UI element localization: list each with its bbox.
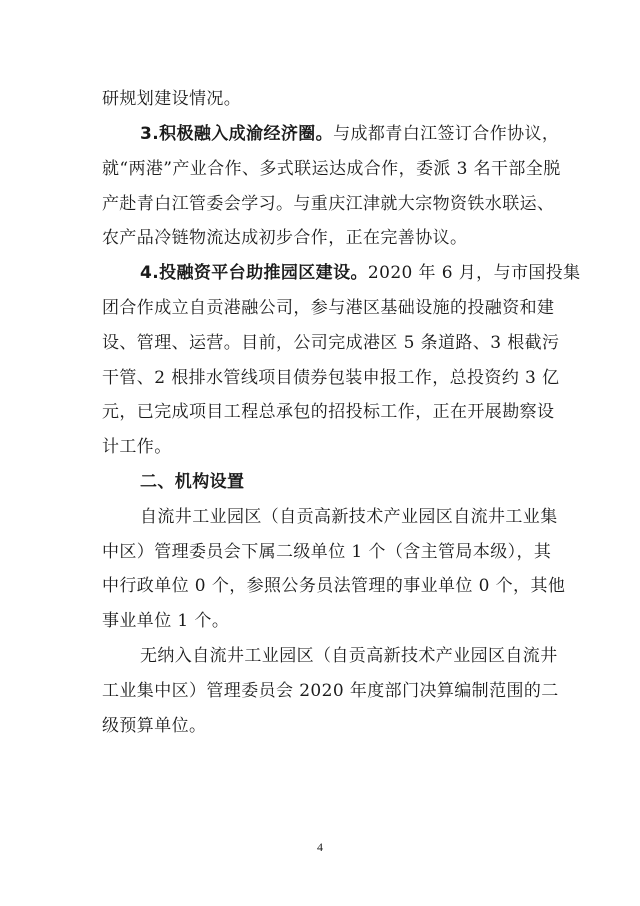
text-line: 中行政单位 0 个，参照公务员法管理的事业单位 0 个，其他: [102, 576, 566, 596]
text-line: 研规划建设情况。: [102, 89, 242, 109]
text-line: 计工作。: [102, 437, 172, 457]
text-line: 工业集中区）管理委员会 2020 年度部门决算编制范围的二: [102, 681, 559, 701]
item-title: 4.投融资平台助推园区建设。: [140, 263, 368, 283]
text-line: 无纳入自流井工业园区（自贡高新技术产业园区自流井: [140, 646, 558, 666]
text-line: 设、管理、运营。目前，公司完成港区 5 条道路、3 根截污: [102, 333, 560, 353]
text-line: 级预算单位。: [102, 716, 207, 736]
page-number: 4: [317, 840, 323, 854]
text-line: 产赴青白江管委会学习。与重庆江津就大宗物资铁水联运、: [102, 194, 555, 214]
text-line: 4.投融资平台助推园区建设。2020 年 6 月，与市国投集: [140, 263, 581, 283]
text-line: 团合作成立自贡港融公司，参与港区基础设施的投融资和建: [102, 298, 555, 318]
text-line: 就“两港”产业合作、多式联运达成合作，委派 3 名干部全脱: [102, 159, 561, 179]
text-line: 事业单位 1 个。: [102, 611, 230, 631]
text-line: 自流井工业园区（自贡高新技术产业园区自流井工业集: [140, 507, 558, 527]
section-heading: 二、机构设置: [140, 472, 245, 492]
text-line: 元，已完成项目工程总承包的招投标工作，正在开展勘察设: [102, 402, 555, 422]
text-line: 干管、2 根排水管线项目债券包装申报工作，总投资约 3 亿: [102, 368, 560, 388]
item-title: 3.积极融入成渝经济圈。: [140, 124, 334, 144]
text-line: 3.积极融入成渝经济圈。与成都青白江签订合作协议，: [140, 124, 560, 144]
text-line: 农产品冷链物流达成初步合作，正在完善协议。: [102, 228, 468, 248]
text-line: 中区）管理委员会下属二级单位 1 个（含主管局本级），其: [102, 542, 552, 562]
